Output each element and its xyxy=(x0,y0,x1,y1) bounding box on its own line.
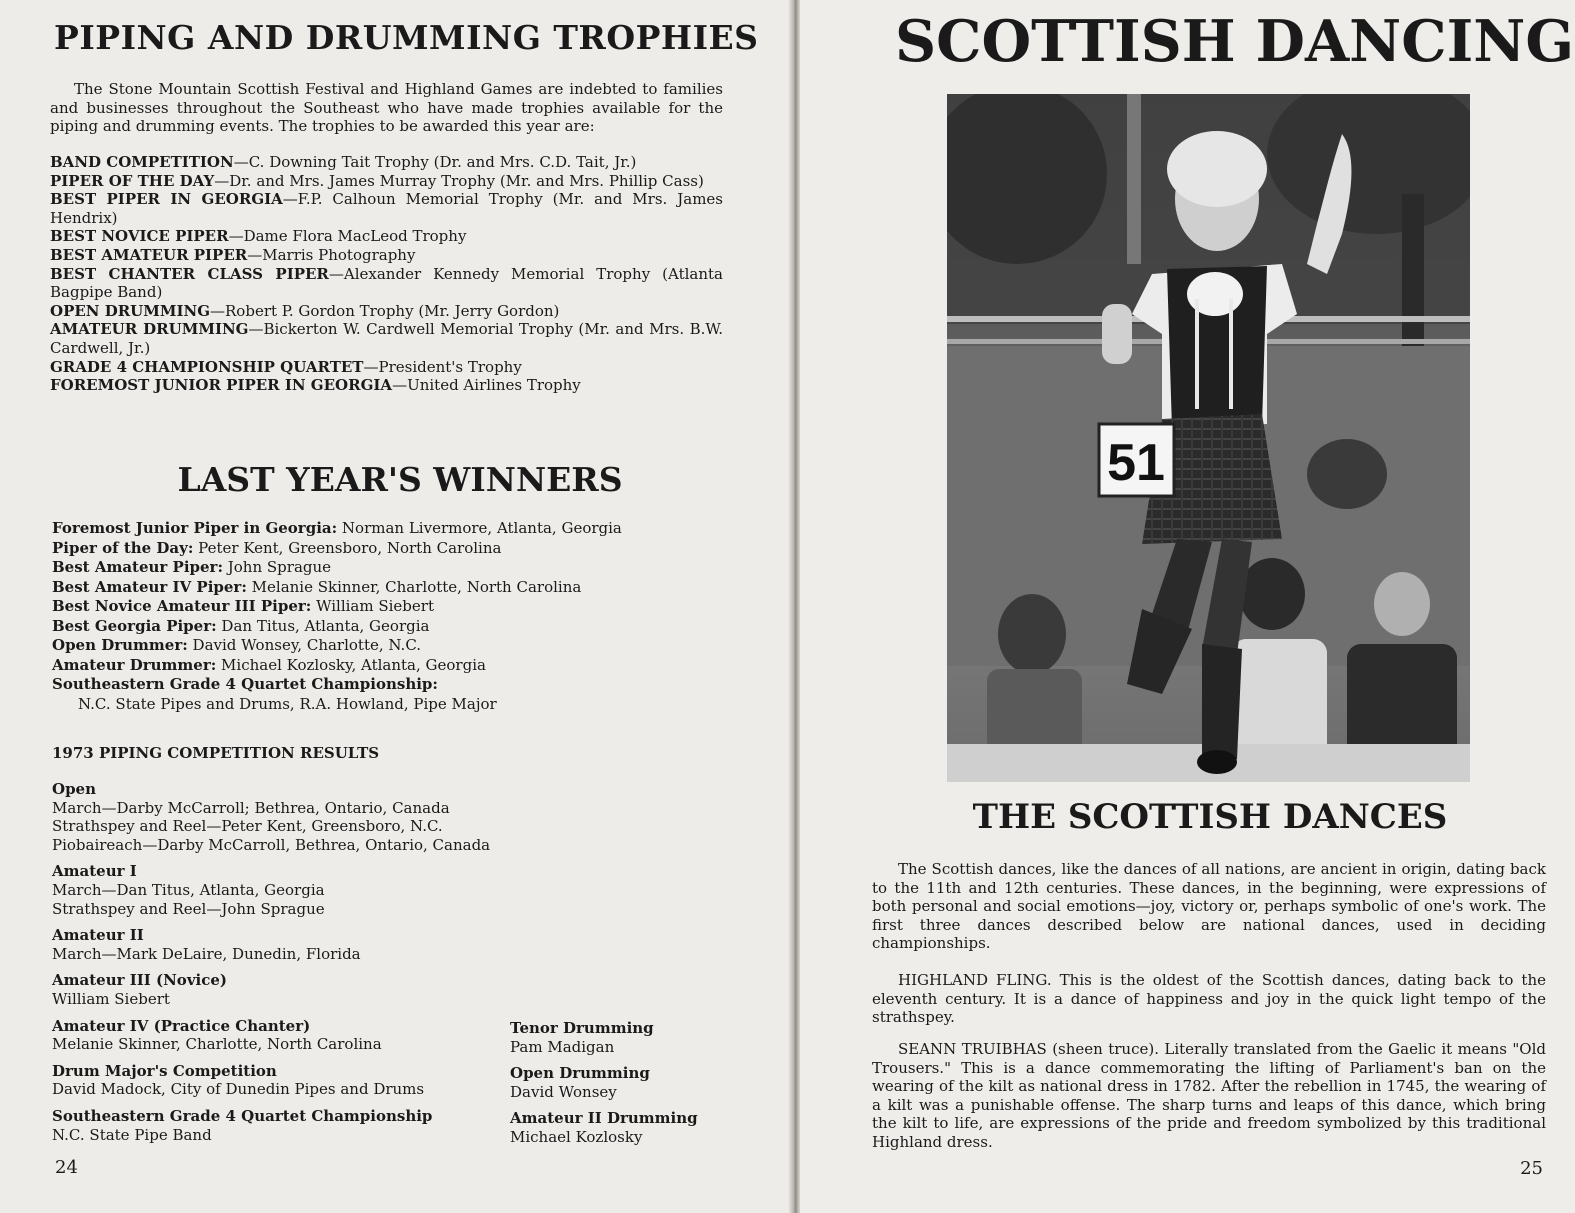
trophy-item: BEST PIPER IN GEORGIA—F.P. Calhoun Memorial Trophy (Mr. and Mrs. James Hendrix) xyxy=(50,190,723,227)
result-category: Amateur III (Novice) William Siebert xyxy=(52,971,228,1008)
result-category: Open Drumming David Wonsey xyxy=(510,1064,650,1101)
winner-item: Open Drummer: David Wonsey, Charlotte, N.C. xyxy=(52,636,422,654)
winner-item: Best Georgia Piper: Dan Titus, Atlanta, Georgia xyxy=(52,616,430,635)
paragraph-highland-fling: HIGHLAND FLING. This is the oldest of the Scottish dances, dating back to the eleventh century. It is a dance of happiness and joy in the quick light tempo of the strathspey. xyxy=(872,971,1546,1027)
page-number-right: 25 xyxy=(1520,1158,1543,1179)
tree-trunk xyxy=(1127,94,1141,264)
result-category: Amateur IV (Practice Chanter) Melanie Skinner, Charlotte, North Carolina xyxy=(52,1016,382,1054)
winners-heading: LAST YEAR'S WINNERS xyxy=(177,460,623,499)
trophy-item: BAND COMPETITION—C. Downing Tait Trophy (Dr. and Mrs. C.D. Tait, Jr.) xyxy=(50,153,637,171)
trophies-intro: The Stone Mountain Scottish Festival and Highland Games are indebted to families and businesses throughout the Southeast who have made trophies available for the piping and drumming events. The trophies to be awarded this year are: xyxy=(50,80,723,136)
dancer-photo-illustration xyxy=(947,94,1470,782)
dances-subheading: THE SCOTTISH DANCES xyxy=(972,797,1448,837)
spectator xyxy=(1239,558,1305,630)
trophy-item: AMATEUR DRUMMING—Bickerton W. Cardwell Memorial Trophy (Mr. and Mrs. B.W. Cardwell, Jr.) xyxy=(50,320,723,357)
trophy-list xyxy=(50,153,723,395)
result-category: Amateur I March—Dan Titus, Atlanta, Georgia Strathspey and Reel—John Sprague xyxy=(52,862,325,918)
trophy-item: GRADE 4 CHAMPIONSHIP QUARTET—President's Trophy xyxy=(50,357,522,376)
result-category: Amateur II March—Mark DeLaire, Dunedin, Florida xyxy=(52,926,361,963)
result-category: Open March—Darby McCarroll; Bethrea, Ontario, Canada Strathspey and Reel—Peter Kent, Greensboro, N.C. Piobaireach—Darby McCarroll, Bethrea, Ontario, Canada xyxy=(52,780,491,854)
paragraph-seann-truibhas: SEANN TRUIBHAS (sheen truce). Literally translated from the Gaelic it means "Old Trousers." This is a dance commemorating the lifting of Parliament's ban on the wearing of the kilt as national dress in 1782. After the rebellion in 1745, the wearing of a kilt was a punishable offense. The sharp turns and leaps of this dance, which bring the kilt to life, are expressions of the pride and freedom symbolized by this traditional Highland dress. xyxy=(872,1040,1546,1151)
result-category: Southeastern Grade 4 Quartet Championship N.C. State Pipe Band xyxy=(52,1106,433,1144)
trophy-item: BEST NOVICE PIPER—Dame Flora MacLeod Trophy xyxy=(50,227,467,246)
trophy-item: PIPER OF THE DAY—Dr. and Mrs. James Murray Trophy (Mr. and Mrs. Phillip Cass) xyxy=(50,171,704,190)
dancing-heading: SCOTTISH DANCING xyxy=(895,8,1575,75)
dancer-photo xyxy=(947,94,1470,782)
trophy-item: OPEN DRUMMING—Robert P. Gordon Trophy (Mr. Jerry Gordon) xyxy=(50,301,560,320)
trophy-item: BEST AMATEUR PIPER—Marris Photography xyxy=(50,245,416,264)
bib-number: 51 xyxy=(1107,434,1165,492)
spectator xyxy=(1374,572,1430,636)
winners-list xyxy=(52,519,752,714)
winner-item: Best Amateur IV Piper: Melanie Skinner, Charlotte, North Carolina xyxy=(52,577,582,596)
winner-item: Best Novice Amateur III Piper: William Siebert xyxy=(52,597,434,615)
spectator xyxy=(998,594,1066,674)
winner-item: Amateur Drummer: Michael Kozlosky, Atlanta, Georgia xyxy=(52,655,486,674)
results-column-left xyxy=(52,780,502,1152)
result-category: Amateur II Drumming Michael Kozlosky xyxy=(510,1109,698,1146)
trophy-item: BEST CHANTER CLASS PIPER—Alexander Kennedy Memorial Trophy (Atlanta Bagpipe Band) xyxy=(50,264,723,302)
winner-item: Best Amateur Piper: John Sprague xyxy=(52,558,332,576)
trophy-item: FOREMOST JUNIOR PIPER IN GEORGIA—United Airlines Trophy xyxy=(50,376,581,395)
page-number-left: 24 xyxy=(55,1157,78,1178)
result-category: Drum Major's Competition David Madock, City of Dunedin Pipes and Drums xyxy=(52,1061,425,1099)
trophies-heading: PIPING AND DRUMMING TROPHIES xyxy=(54,18,759,57)
results-heading: 1973 PIPING COMPETITION RESULTS xyxy=(52,744,380,762)
winner-item: Southeastern Grade 4 Quartet Championship: N.C. State Pipes and Drums, R.A. Howland, Pipe Major xyxy=(52,675,497,713)
right-page xyxy=(800,0,1575,1213)
results-column-right xyxy=(510,1019,750,1155)
winner-item: Foremost Junior Piper in Georgia: Norman Livermore, Atlanta, Georgia xyxy=(52,519,622,537)
winner-item: Piper of the Day: Peter Kent, Greensboro, North Carolina xyxy=(52,538,502,557)
result-category: Tenor Drumming Pam Madigan xyxy=(510,1019,654,1056)
paragraph-intro: The Scottish dances, like the dances of all nations, are ancient in origin, dating back to the 11th and 12th centuries. These dances, in the beginning, were expressions of both personal and social emotions—joy, victory or, perhaps symbolic of one's work. The first three dances described below are national dances, used in deciding championships. xyxy=(872,860,1546,953)
